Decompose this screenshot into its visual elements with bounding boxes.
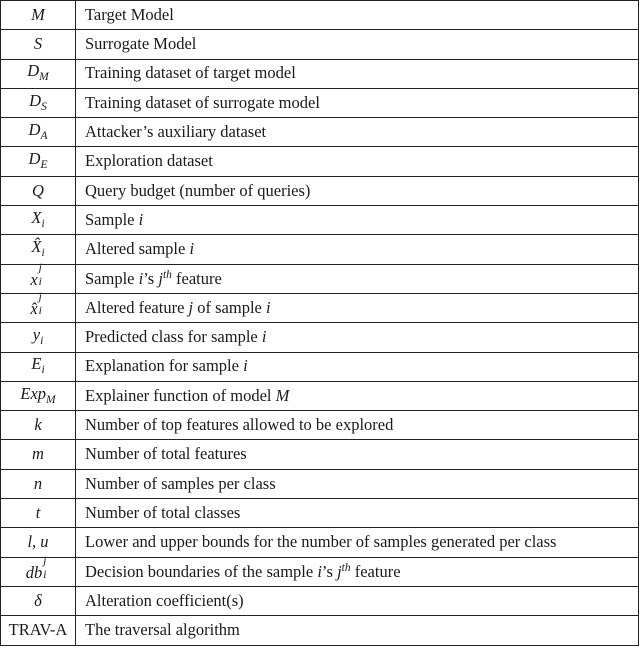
- description-text: Decision boundaries of the sample: [85, 562, 318, 582]
- description-cell: [76, 323, 639, 352]
- symbol-cell: [1, 411, 76, 440]
- symbol: D: [29, 90, 42, 110]
- symbol-cell: [1, 323, 76, 352]
- symbol: t: [35, 502, 41, 522]
- description-text: Sample: [85, 269, 139, 289]
- description-cell: Number of top features allowed to be explored: [76, 411, 639, 440]
- table-row: [1, 206, 639, 235]
- symbol-cell: [1, 616, 76, 645]
- description-variable: i: [261, 327, 267, 347]
- table-row: [1, 147, 639, 176]
- symbol: X̂: [31, 237, 42, 257]
- symbol-cell: [1, 261, 76, 293]
- description-text: Altered feature: [85, 297, 189, 317]
- table-row: [1, 469, 639, 498]
- symbol: M: [31, 4, 45, 24]
- description-variable: i: [265, 297, 271, 317]
- table-row: [1, 88, 639, 117]
- symbol: δ: [34, 590, 42, 610]
- symbol-scripts: [38, 290, 46, 317]
- symbol-subscript: i: [38, 304, 42, 317]
- description-text: ’s: [143, 269, 159, 289]
- description-cell: Surrogate Model: [76, 30, 639, 59]
- description-variable: j: [158, 269, 163, 289]
- symbol-subscript: A: [40, 130, 48, 143]
- symbol-cell: [1, 88, 76, 117]
- symbol: n: [33, 473, 43, 493]
- description-cell: Exploration dataset: [76, 147, 639, 176]
- description-text: Predicted class for sample: [85, 327, 262, 347]
- symbol: TRAV-A: [8, 620, 68, 640]
- table-row: [1, 616, 639, 645]
- symbol-cell: [1, 147, 76, 176]
- description-cell: Query budget (number of queries): [76, 176, 639, 205]
- table-row: [1, 440, 639, 469]
- symbol: E: [31, 354, 42, 374]
- description-variable: i: [243, 356, 248, 376]
- description-cell: The traversal algorithm: [76, 616, 639, 645]
- symbol-cell: [1, 30, 76, 59]
- description-text: feature: [171, 269, 222, 289]
- symbol-subscript: i: [43, 568, 47, 581]
- table-row: [1, 176, 639, 205]
- description-variable: j: [337, 562, 342, 582]
- description-text: of sample: [193, 297, 266, 317]
- symbol: X: [31, 207, 42, 227]
- description-cell: [76, 557, 639, 586]
- symbol: l, u: [27, 532, 49, 552]
- table-row: [1, 293, 639, 322]
- symbol-cell: [1, 469, 76, 498]
- description-cell: Target Model: [76, 1, 639, 30]
- description-superscript: th: [341, 562, 351, 575]
- description-variable: M: [275, 385, 290, 405]
- symbol-subscript: i: [40, 335, 44, 348]
- symbol-cell: [1, 352, 76, 381]
- description-cell: Training dataset of target model: [76, 59, 639, 88]
- symbol: x: [30, 269, 38, 289]
- description-text: Explanation for sample: [85, 356, 244, 376]
- symbol-scripts: [38, 261, 46, 288]
- description-cell: [76, 235, 639, 264]
- description-variable: i: [317, 562, 322, 582]
- symbol-cell: [1, 440, 76, 469]
- symbol-cell: [1, 176, 76, 205]
- symbol-superscript: j: [38, 290, 42, 303]
- symbol-subscript: M: [39, 71, 49, 84]
- description-variable: i: [189, 239, 195, 259]
- symbol-cell: [1, 381, 76, 410]
- symbol: S: [33, 34, 43, 54]
- symbol-subscript: i: [41, 247, 45, 260]
- description-cell: Number of samples per class: [76, 469, 639, 498]
- table-row: [1, 264, 639, 293]
- symbol-cell: [1, 528, 76, 557]
- description-text: feature: [350, 562, 401, 582]
- symbol-subscript: i: [38, 275, 42, 288]
- table-row: [1, 557, 639, 586]
- description-cell: Lower and upper bounds for the number of samples generated per class: [76, 528, 639, 557]
- description-cell: [76, 206, 639, 235]
- symbol: m: [32, 444, 44, 464]
- symbol-subscript: E: [40, 159, 48, 172]
- symbol-cell: [1, 586, 76, 615]
- table-row: [1, 586, 639, 615]
- description-text: Explainer function of model: [85, 385, 276, 405]
- description-variable: i: [138, 269, 144, 289]
- description-superscript: th: [162, 269, 172, 282]
- symbol-cell: [1, 59, 76, 88]
- symbol: D: [28, 120, 41, 140]
- table-row: [1, 30, 639, 59]
- symbol: db: [25, 562, 43, 582]
- description-text: Sample: [85, 209, 139, 229]
- table-row: [1, 118, 639, 147]
- table-row: [1, 381, 639, 410]
- symbol: D: [28, 149, 41, 169]
- description-cell: [76, 381, 639, 410]
- symbol-cell: [1, 290, 76, 322]
- table-row: [1, 59, 639, 88]
- symbol-subscript: i: [41, 364, 45, 377]
- table-row: [1, 1, 639, 30]
- table-row: [1, 528, 639, 557]
- description-cell: [76, 264, 639, 293]
- symbol: y: [32, 325, 41, 345]
- table-row: [1, 411, 639, 440]
- description-cell: Number of total features: [76, 440, 639, 469]
- symbol-cell: [1, 499, 76, 528]
- symbol: Exp: [20, 383, 47, 403]
- description-cell: [76, 293, 639, 322]
- symbol: D: [27, 61, 40, 81]
- symbol: x̂: [30, 298, 38, 318]
- table-row: [1, 352, 639, 381]
- symbol-subscript: M: [46, 393, 56, 406]
- symbol-cell: [1, 206, 76, 235]
- symbol-superscript: j: [43, 554, 47, 567]
- table-row: [1, 235, 639, 264]
- description-cell: [76, 352, 639, 381]
- symbol-cell: [1, 235, 76, 264]
- symbol-superscript: j: [38, 261, 42, 274]
- symbol-subscript: i: [41, 217, 45, 230]
- description-text: Altered sample: [85, 239, 190, 259]
- description-variable: i: [138, 209, 144, 229]
- symbol: k: [34, 415, 42, 435]
- table-row: [1, 323, 639, 352]
- description-variable: j: [188, 297, 194, 317]
- symbol-cell: [1, 118, 76, 147]
- symbol-cell: [1, 1, 76, 30]
- description-cell: Alteration coefficient(s): [76, 586, 639, 615]
- description-cell: Attacker’s auxiliary dataset: [76, 118, 639, 147]
- symbol-scripts: [42, 554, 50, 581]
- symbol-subscript: S: [41, 100, 47, 113]
- description-cell: Number of total classes: [76, 499, 639, 528]
- symbol-cell: [1, 554, 76, 586]
- table-row: [1, 499, 639, 528]
- symbol: Q: [32, 180, 44, 200]
- description-text: ’s: [321, 562, 338, 582]
- description-cell: Training dataset of surrogate model: [76, 88, 639, 117]
